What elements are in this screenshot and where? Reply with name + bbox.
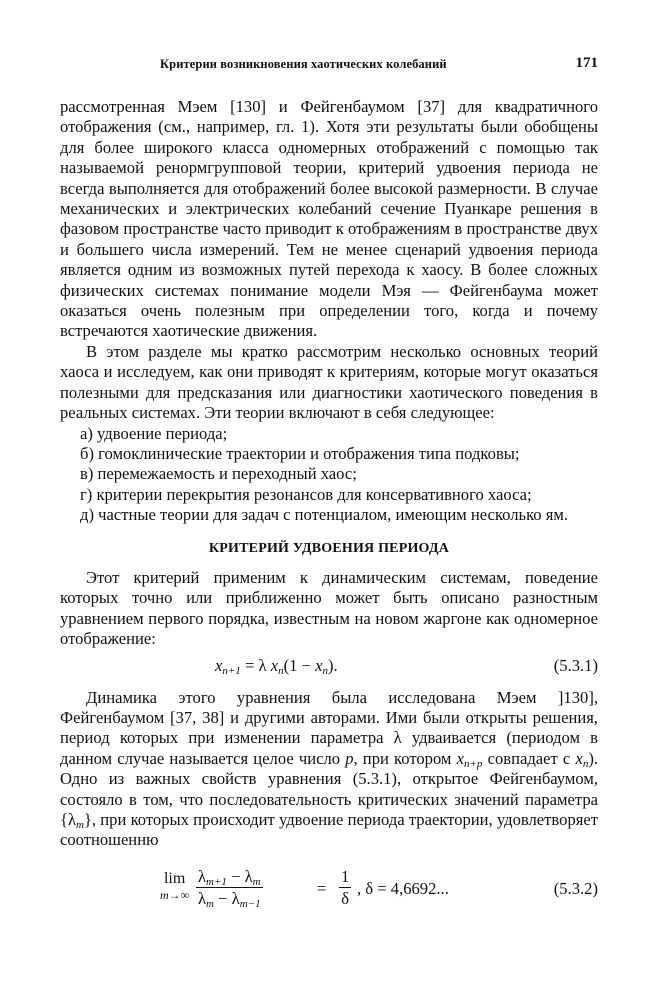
- paragraph-2: В этом разделе мы кратко рассмотрим несколько основных теорий хаоса и исследуем, как они приводят к критериям, которые могут оказаться полезными для предсказания или диагностики хаотического поведения в реальных системах. Эти теории включают в себя следующее:: [60, 341, 598, 423]
- equation-5-3-1: [60, 656, 598, 680]
- page-body: [60, 97, 598, 921]
- equation-number: (5.3.1): [553, 655, 598, 675]
- paragraph-1: рассмотренная Мэем [130] и Фейгенбаумом [37] для квадратичного отображения (см., например, гл. 1). Хотя эти результаты были обобщены для более широкого класса одномерных отображений с помощью так называемой ренормгрупповой теории, критерий удвоения периода не всегда выполняется для отображений более высокой размерности. В случае механических и электрических колебаний сечение Пуанкаре решения в фазовом пространстве часто приводит к отображениям в пространстве двух и большего числа измерений. Тем не менее сценарий удвоения периода является одним из возможных путей перехода к хаосу. В более сложных физических системах понимание модели Мэя — Фейгенбаума может оказаться очень полезным при определении того, когда и почему встречаются хаотические движения.: [60, 97, 598, 341]
- feigenbaum-ratio-fraction: $\frac{\lambda_{m+1} - \lambda_m}{\lambda_m - \lambda_{m-1}}$: [198, 866, 261, 910]
- one-over-delta-fraction: $\frac{1}{\delta}$: [341, 866, 350, 908]
- list-item: д) частные теории для задач с потенциалом, имеющим несколько ям.: [80, 505, 569, 525]
- equation-5-3-2: lim m→∞ $\frac{\lambda_{m+1} - \lambda_m}{\lambda_m - \lambda_{m-1}}$ = $\frac{1}{\delta}$ , δ = 4,6692... (5.3.2): [160, 866, 598, 910]
- delta-value: , δ = 4,6692...: [357, 878, 449, 898]
- page-number: 171: [575, 55, 598, 71]
- equation-body: $x_{n+1} = \lambda$ $x_n(1 - x_n)$.: [215, 655, 338, 677]
- limit-operator: lim m→∞: [160, 869, 190, 902]
- page-header: [60, 55, 598, 75]
- list-item: б) гомоклинические траектории и отображения типа подковы;: [80, 443, 520, 463]
- list-item: а) удвоение периода;: [80, 423, 228, 443]
- section-heading: КРИТЕРИЙ УДВОЕНИЯ ПЕРИОДА: [208, 540, 450, 556]
- equation-number: (5.3.2): [553, 878, 598, 898]
- theories-list: [60, 424, 598, 526]
- paragraph-4: Динамика этого уравнения была исследована Мэем ]130], Фейгенбаумом [37, 38] и другими авторами. Ими были открыты решения, период которых при изменении параметра λ удваивается (периодом в данном случае называется целое число p, при котором $x_{n+p}$ совпадает с $x_n$). Одно из важных свойств уравнения (5.3.1), открытое Фейгенбаумом, состояло в том, что последовательность критических значений параметра $\{\lambda_m\}$, при которых происходит удвоение периода траектории, удовлетворяет соотношенню: [60, 687, 599, 850]
- paragraph-3: Этот критерий применим к динамическим системам, поведение которых точно или приближенно может быть описано разностным уравнением первого порядка, известным на новом жаргоне как одномерное отображение:: [60, 567, 598, 649]
- list-item: в) перемежаемость и переходный хаос;: [80, 464, 357, 484]
- list-item: г) критерии перекрытия резонансов для консервативного хаоса;: [80, 484, 532, 504]
- running-title: Критерии возникновения хаотических колебаний: [160, 57, 447, 71]
